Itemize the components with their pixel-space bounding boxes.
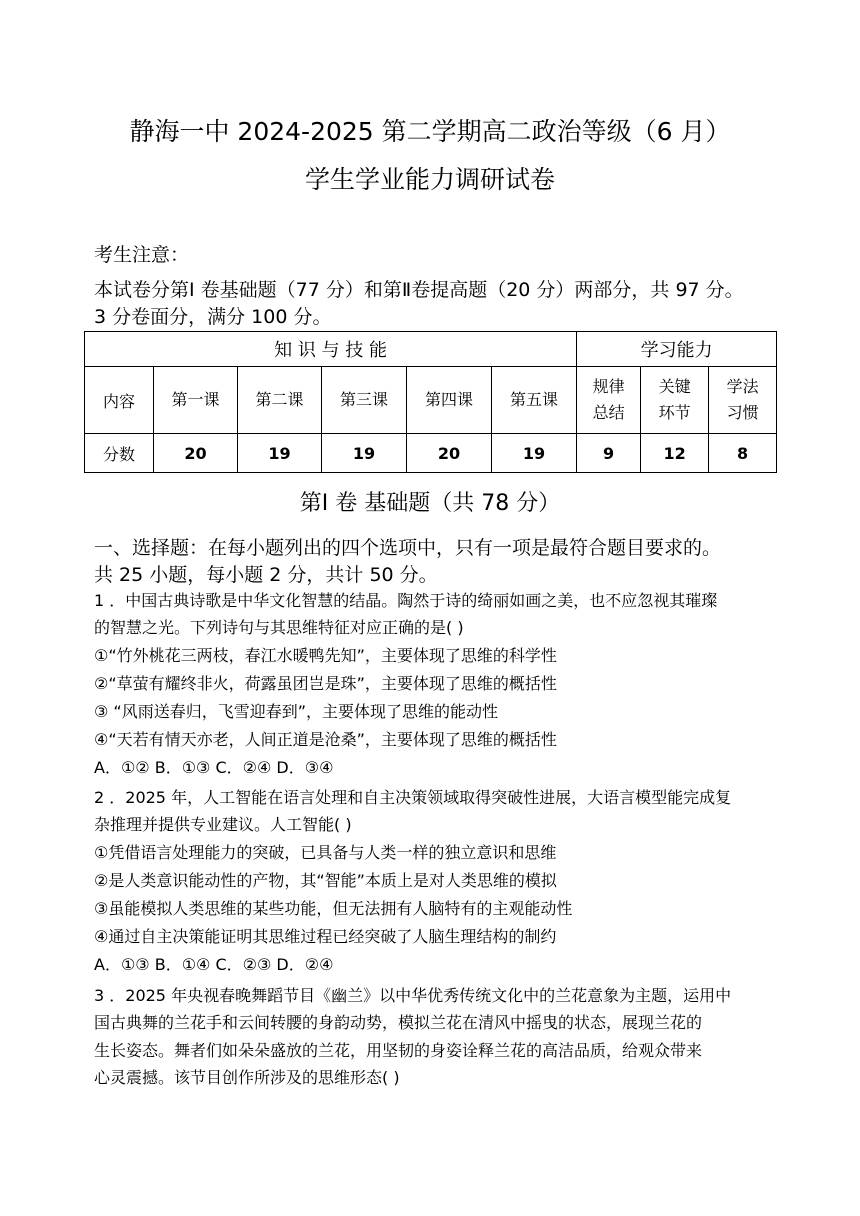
question-line: ①凭借语言处理能力的突破，已具备与人类一样的独立意识和思维 [94,843,557,862]
content-row-label: 内容 [85,367,154,434]
question-line: ④通过自主决策能证明其思维过程已经突破了人脑生理结构的制约 [94,927,557,946]
knowledge-skills-header: 知 识 与 技 能 [85,332,577,367]
score-row-label: 分数 [85,434,154,473]
column-name-cell: 关键 环节 [641,367,709,434]
section-title: 第Ⅰ 卷 基础题（共 78 分） [299,491,561,516]
instructions-line-1: 一、选择题：在每小题列出的四个选项中，只有一项是最符合题目要求的。 [94,537,722,559]
column-score-cell: 8 [709,434,777,473]
instructions-line-2: 共 25 小题，每小题 2 分，共计 50 分。 [94,564,438,586]
notice-line-1: 本试卷分第Ⅰ 卷基础题（77 分）和第Ⅱ卷提高题（20 分）两部分，共 97 分。 [94,279,744,301]
column-name-cell: 第三课 [322,367,407,434]
question-line: ①“竹外桃花三两枝，春江水暖鸭先知”，主要体现了思维的科学性 [94,646,557,665]
question-line: 2 ．2025 年，人工智能在语言处理和自主决策领域取得突破性进展，大语言模型能完成复 [94,788,732,807]
question-line: A．①③ B．①④ C．②③ D．②④ [94,955,334,974]
exam-title-line2: 学生学业能力调研试卷 [304,165,555,194]
question-line: 生长姿态。舞者们如朵朵盛放的兰花，用坚韧的身姿诠释兰花的高洁品质，给观众带来 [94,1041,703,1060]
column-name-cell: 第四课 [407,367,492,434]
question-line: A．①② B．①③ C．②④ D．③④ [94,758,334,777]
question-line: ④“天若有情天亦老，人间正道是沧桑”，主要体现了思维的概括性 [94,730,557,749]
question-line: ③虽能模拟人类思维的某些功能，但无法拥有人脑特有的主观能动性 [94,899,573,918]
question-line: 3 ．2025 年央视春晚舞蹈节目《幽兰》以中华优秀传统文化中的兰花意象为主题，运用中 [94,986,732,1005]
column-score-cell: 19 [492,434,577,473]
question-line: 国古典舞的兰花手和云间转腰的身韵动势，模拟兰花在清风中摇曳的状态，展现兰花的 [94,1013,703,1032]
column-score-cell: 20 [154,434,238,473]
question-line: ②是人类意识能动性的产物，其“智能”本质上是对人类思维的模拟 [94,871,557,890]
question-line: 的智慧之光。下列诗句与其思维特征对应正确的是( ) [94,618,464,637]
column-score-cell: 9 [577,434,641,473]
column-name-cell: 学法 习惯 [709,367,777,434]
column-score-cell: 19 [322,434,407,473]
column-name-cell: 第一课 [154,367,238,434]
column-score-cell: 20 [407,434,492,473]
column-name-cell: 第五课 [492,367,577,434]
notice-label: 考生注意： [94,244,190,266]
question-line: 杂推理并提供专业建议。人工智能( ) [94,815,352,834]
notice-line-2: 3 分卷面分，满分 100 分。 [94,306,332,328]
question-line: 1 ．中国古典诗歌是中华文化智慧的结晶。陶然于诗的绮丽如画之美，也不应忽视其璀璨 [94,591,718,610]
column-name-cell: 规律 总结 [577,367,641,434]
score-distribution-table [84,331,777,473]
column-name-cell: 第二课 [238,367,322,434]
exam-title-line1: 静海一中 2024-2025 第二学期高二政治等级（6 月） [129,117,731,146]
column-score-cell: 19 [238,434,322,473]
question-line: ②“草萤有耀终非火，荷露虽团岂是珠”，主要体现了思维的概括性 [94,674,557,693]
question-line: 心灵震撼。该节目创作所涉及的思维形态( ) [94,1068,400,1087]
question-line: ③ “风雨送春归，飞雪迎春到”，主要体现了思维的能动性 [94,702,499,721]
column-score-cell: 12 [641,434,709,473]
learning-ability-header: 学习能力 [577,332,777,367]
